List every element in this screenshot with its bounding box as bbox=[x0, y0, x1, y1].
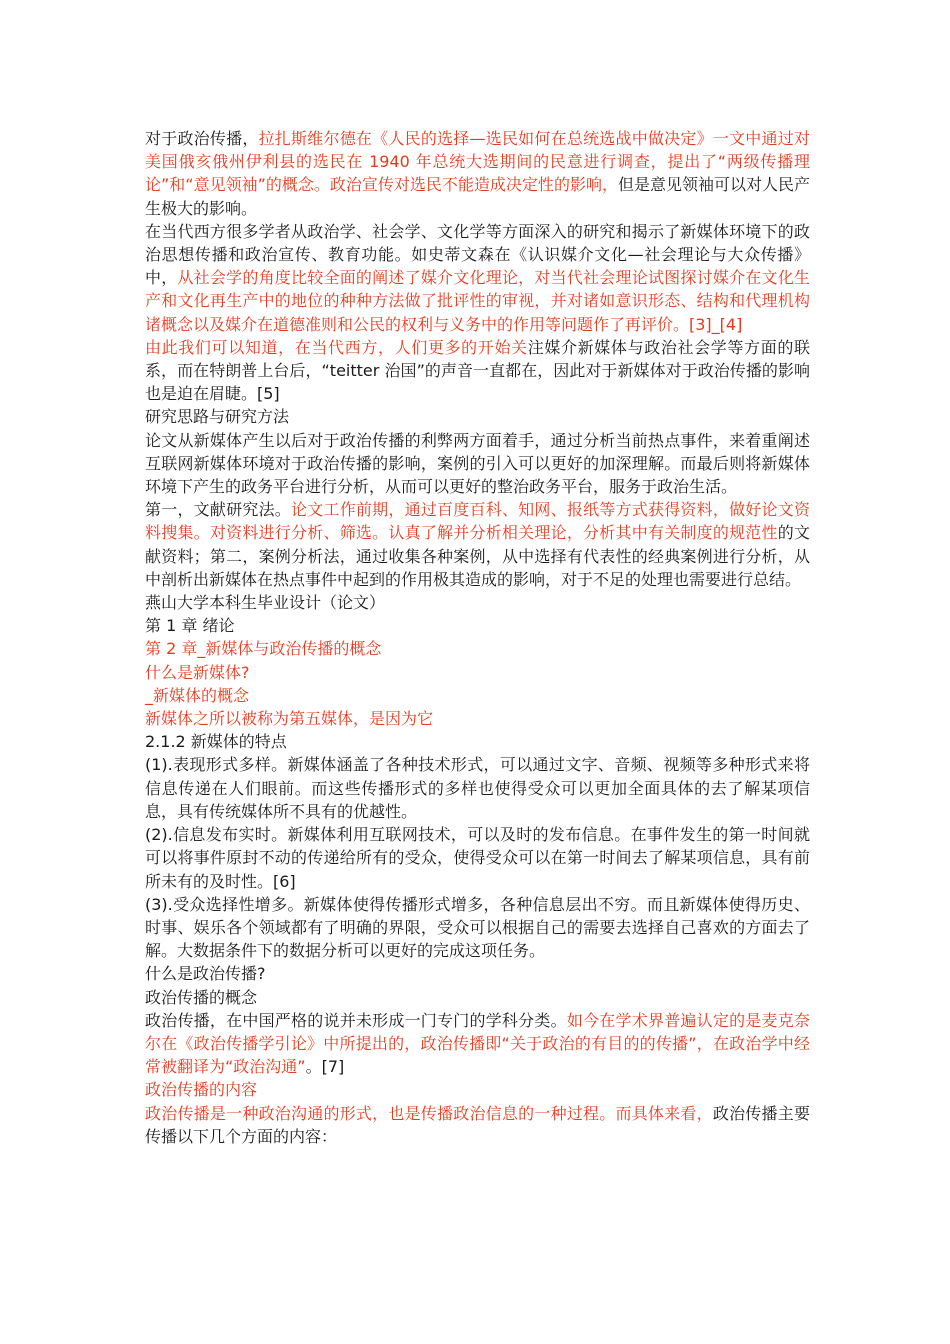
paragraph-p11 bbox=[145, 684, 810, 707]
paragraph-p16 bbox=[145, 893, 810, 963]
body-text: 燕山大学本科生毕业设计（论文） bbox=[145, 593, 386, 613]
paragraph-p15 bbox=[145, 823, 810, 893]
highlighted-text: 如今在学术界普遍认定的是麦克奈尔在《政治传播学引论》中所提出的，政治传播即“关于政治的有目的的传播”，在政治学中经常被翻译为“政治沟通” bbox=[145, 1010, 810, 1077]
highlighted-text: 第 2 章_新媒体与政治传播的概念 bbox=[145, 639, 382, 659]
body-text: 的文献资料；第二，案例分析法，通过收集各种案例，从中选择有代表性的经典案例进行分析，从中剖析出新媒体在热点事件中起到的作用极其造成的影响，对于不足的处理也需要进行总结。 bbox=[145, 523, 810, 589]
body-text: 政治传播，在中国严格的说并未形成一门专门的学科分类。 bbox=[145, 1010, 567, 1030]
paragraph-p13 bbox=[145, 730, 810, 753]
document-page bbox=[145, 127, 810, 1148]
body-text: 研究思路与研究方法 bbox=[145, 407, 290, 427]
body-text: 什么是政治传播? bbox=[145, 964, 266, 984]
highlighted-text: 从社会学的角度比较全面的阐述了媒介文化理论，对当代社会理论试图探讨媒介在文化生产和文化再生产中的地位的种种方法做了批评性的审视，并对诸如意识形态、结构和代理机构诸概念以及媒介在道德准则和公民的权利与义务中的作用等问题作了再评价。[3]_[4] bbox=[145, 268, 810, 334]
paragraph-p5 bbox=[145, 429, 810, 499]
body-text: 在当代西方很多学者从政治学、社会学、文化学等方面深入的研究和揭示了新媒体环境下的政治思想传播和政治宣传、教育功能。如史蒂文森在《认识媒介文化—社会理论与大众传播》中， bbox=[145, 221, 810, 288]
highlighted-text: 政治传播是一种政治沟通的形式，也是传播政治信息的一种过程。而具体来看， bbox=[145, 1103, 713, 1123]
body-text: 第一，文献研究法。 bbox=[145, 500, 292, 520]
paragraph-p18 bbox=[145, 986, 810, 1009]
body-text: (2).信息发布实时。新媒体利用互联网技术，可以及时的发布信息。在事件发生的第一时间就可以将事件原封不动的传递给所有的受众，使得受众可以在第一时间去了解某项信息，具有前所未有的及时性。[6] bbox=[145, 825, 810, 891]
body-text: 2.1.2 新媒体的特点 bbox=[145, 732, 287, 752]
paragraph-p7 bbox=[145, 591, 810, 614]
highlighted-text: 论文工作前期，通过百度百科、知网、报纸等方式获得资料，做好论文资料搜集。对资料进行分析、筛选。认真了解并分析相关理论，分析其中有关制度的规范性 bbox=[145, 500, 810, 543]
body-text: 但是意见领袖可以对人民产生极大的影响。 bbox=[145, 175, 810, 218]
body-text: 对于政治传播， bbox=[145, 129, 259, 148]
paragraph-p2 bbox=[145, 220, 810, 336]
highlighted-text: 拉扎斯维尔德在《人民的选择—选民如何在总统选战中做决定》一文中通过对美国俄亥俄州伊利县的选民在 1940 年总统大选期间的民意进行调查，提出了“两级传播理论”和“意见领袖”的概念。政治宣传对选民不能造成决定性的影响， bbox=[145, 129, 810, 195]
body-text: 论文从新媒体产生以后对于政治传播的利弊两方面着手，通过分析当前热点事件，来着重阐述互联网新媒体环境对于政治传播的影响，案例的引入可以更好的加深理解。而最后则将新媒体环境下产生的政务平台进行分析，从而可以更好的整治政务平台，服务于政治生活。 bbox=[145, 430, 810, 497]
paragraph-p14 bbox=[145, 753, 810, 823]
highlighted-text: 由此我们可以知道，在当代西方，人们更多的开始关 bbox=[145, 337, 528, 357]
paragraph-p12 bbox=[145, 707, 810, 730]
body-text: (1).表现形式多样。新媒体涵盖了各种技术形式，可以通过文字、音频、视频等多种形式来将信息传递在人们眼前。而这些传播形式的多样也使得受众可以更加全面具体的去了解某项信息，具有传统媒体所不具有的优越性。 bbox=[145, 755, 810, 821]
paragraph-p10 bbox=[145, 661, 810, 684]
paragraph-p6 bbox=[145, 498, 810, 591]
paragraph-p9 bbox=[145, 637, 810, 660]
paragraph-p19 bbox=[145, 1009, 810, 1079]
paragraph-p20 bbox=[145, 1078, 810, 1101]
paragraph-p21 bbox=[145, 1102, 810, 1148]
body-text: 注媒介新媒体与政治社会学等方面的联系，而在特朗普上台后，“teitter 治国”的声音一直都在，因此对于新媒体对于政治传播的影响也是迫在眉睫。[5] bbox=[145, 337, 810, 404]
paragraph-p3 bbox=[145, 336, 810, 406]
body-text: 政治传播主要传播以下几个方面的内容： bbox=[145, 1103, 810, 1146]
paragraph-p17 bbox=[145, 962, 810, 985]
paragraph-p4 bbox=[145, 405, 810, 428]
body-text: 政治传播的概念 bbox=[145, 987, 258, 1007]
highlighted-text: _新媒体的概念 bbox=[145, 685, 250, 705]
paragraph-p1 bbox=[145, 127, 810, 220]
highlighted-text: 什么是新媒体? bbox=[145, 662, 250, 682]
paragraph-p8 bbox=[145, 614, 810, 637]
body-text: (3).受众选择性增多。新媒体使得传播形式增多，各种信息层出不穷。而且新媒体使得历史、时事、娱乐各个领域都有了明确的界限，受众可以根据自己的需要去选择自己喜欢的方面去了解。大数据条件下的数据分析可以更好的完成这项任务。 bbox=[145, 894, 810, 961]
highlighted-text: 政治传播的内容 bbox=[145, 1080, 258, 1100]
body-text: 第 1 章 绪论 bbox=[145, 616, 235, 636]
highlighted-text: 新媒体之所以被称为第五媒体，是因为它 bbox=[145, 709, 434, 729]
body-text: 。[7] bbox=[305, 1057, 345, 1077]
